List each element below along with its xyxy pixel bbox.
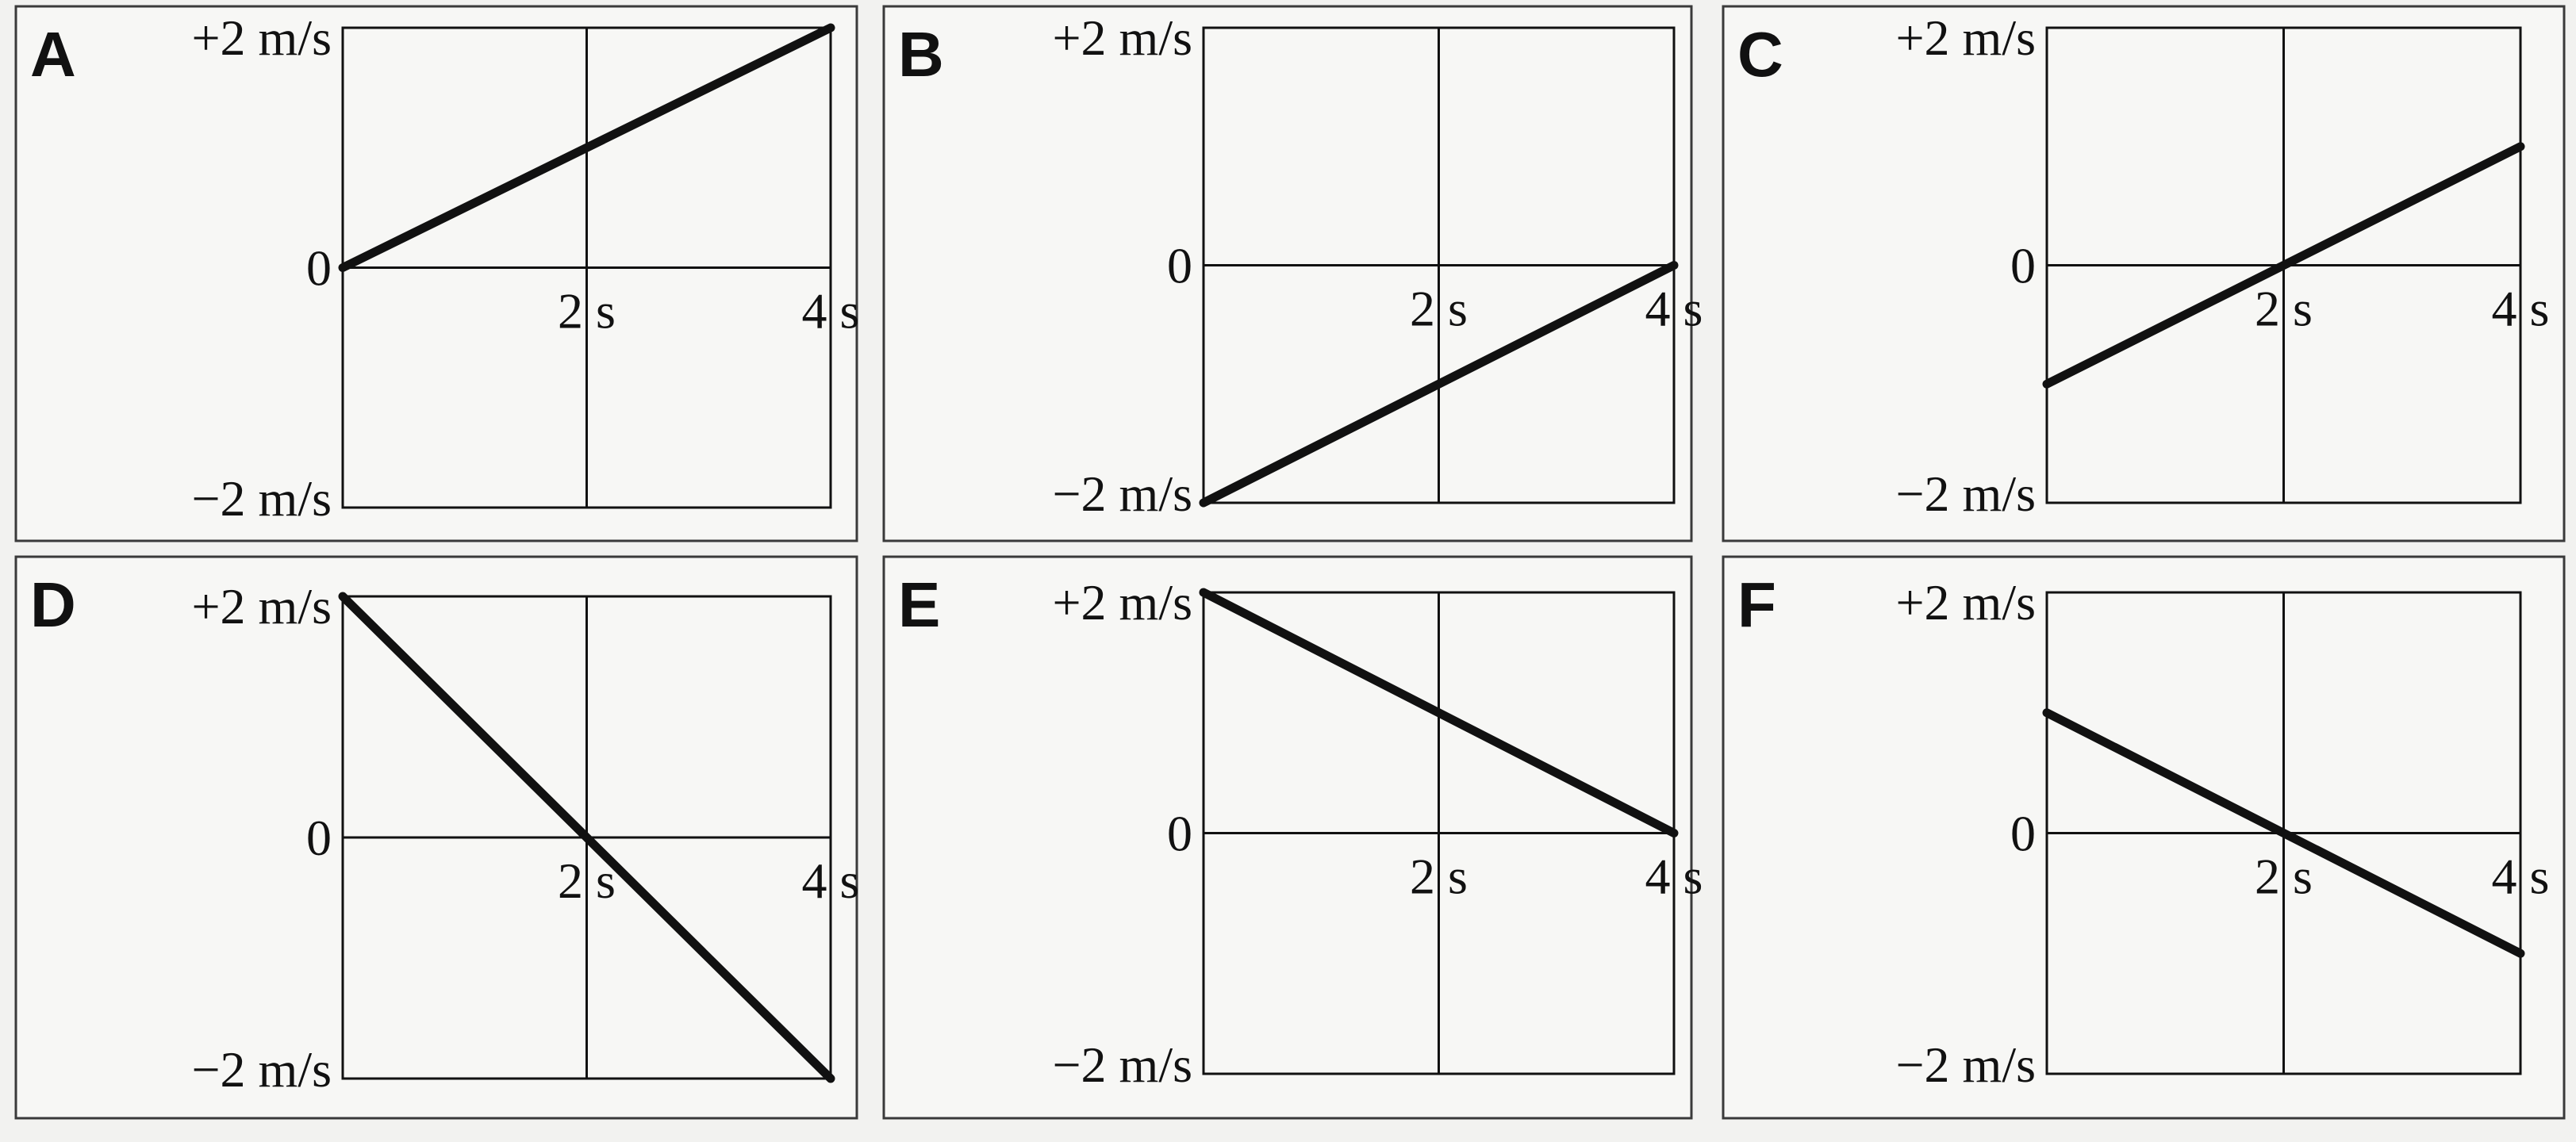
y-tick-label-c-0: +2 m/s (1895, 10, 2036, 66)
y-tick-label-b-1: 0 (1167, 237, 1192, 294)
y-tick-label-b-0: +2 m/s (1052, 10, 1192, 66)
y-tick-label-d-1: 0 (306, 810, 332, 866)
x-tick-label-d-1: 4 s (801, 853, 860, 909)
panel-frame-e (884, 557, 1691, 1118)
panel-label-e: E (898, 569, 941, 640)
panel-label-c: C (1737, 19, 1783, 90)
y-tick-label-d-2: −2 m/s (191, 1041, 332, 1098)
x-tick-label-f-0: 2 s (2255, 848, 2313, 905)
y-tick-label-b-2: −2 m/s (1052, 466, 1192, 522)
x-tick-label-d-0: 2 s (558, 853, 616, 909)
x-tick-label-b-0: 2 s (1410, 280, 1468, 337)
y-tick-label-c-2: −2 m/s (1895, 466, 2036, 522)
x-tick-label-c-0: 2 s (2255, 280, 2313, 337)
graph-c (1723, 6, 2564, 541)
panel-label-f: F (1737, 569, 1776, 640)
panel-label-b: B (898, 19, 944, 90)
y-tick-label-a-0: +2 m/s (191, 10, 332, 66)
y-tick-label-e-2: −2 m/s (1052, 1037, 1192, 1093)
y-tick-label-f-0: +2 m/s (1895, 574, 2036, 630)
x-tick-label-c-1: 4 s (2491, 280, 2550, 337)
panel-frame-f (1723, 557, 2564, 1118)
x-tick-label-b-1: 4 s (1645, 280, 1703, 337)
y-tick-label-f-2: −2 m/s (1895, 1037, 2036, 1093)
panel-label-a: A (30, 19, 76, 90)
panel-frame-c (1723, 6, 2564, 541)
x-tick-label-a-0: 2 s (558, 282, 616, 339)
y-tick-label-e-0: +2 m/s (1052, 574, 1192, 630)
graph-f (1723, 557, 2564, 1118)
panel-frame-a (16, 6, 857, 541)
y-tick-label-a-2: −2 m/s (191, 470, 332, 527)
y-tick-label-e-1: 0 (1167, 805, 1192, 862)
y-tick-label-d-0: +2 m/s (191, 578, 332, 634)
panel-label-d: D (30, 569, 76, 640)
graph-b (884, 6, 1703, 541)
y-tick-label-c-1: 0 (2010, 237, 2036, 294)
x-tick-label-e-0: 2 s (1410, 848, 1468, 905)
graph-a (16, 6, 859, 541)
graph-e (884, 557, 1703, 1118)
y-tick-label-a-1: 0 (306, 240, 332, 297)
x-tick-label-e-1: 4 s (1645, 848, 1703, 905)
x-tick-label-a-1: 4 s (801, 282, 860, 339)
x-tick-label-f-1: 4 s (2491, 848, 2550, 905)
y-tick-label-f-1: 0 (2010, 805, 2036, 862)
graph-d (16, 557, 859, 1118)
